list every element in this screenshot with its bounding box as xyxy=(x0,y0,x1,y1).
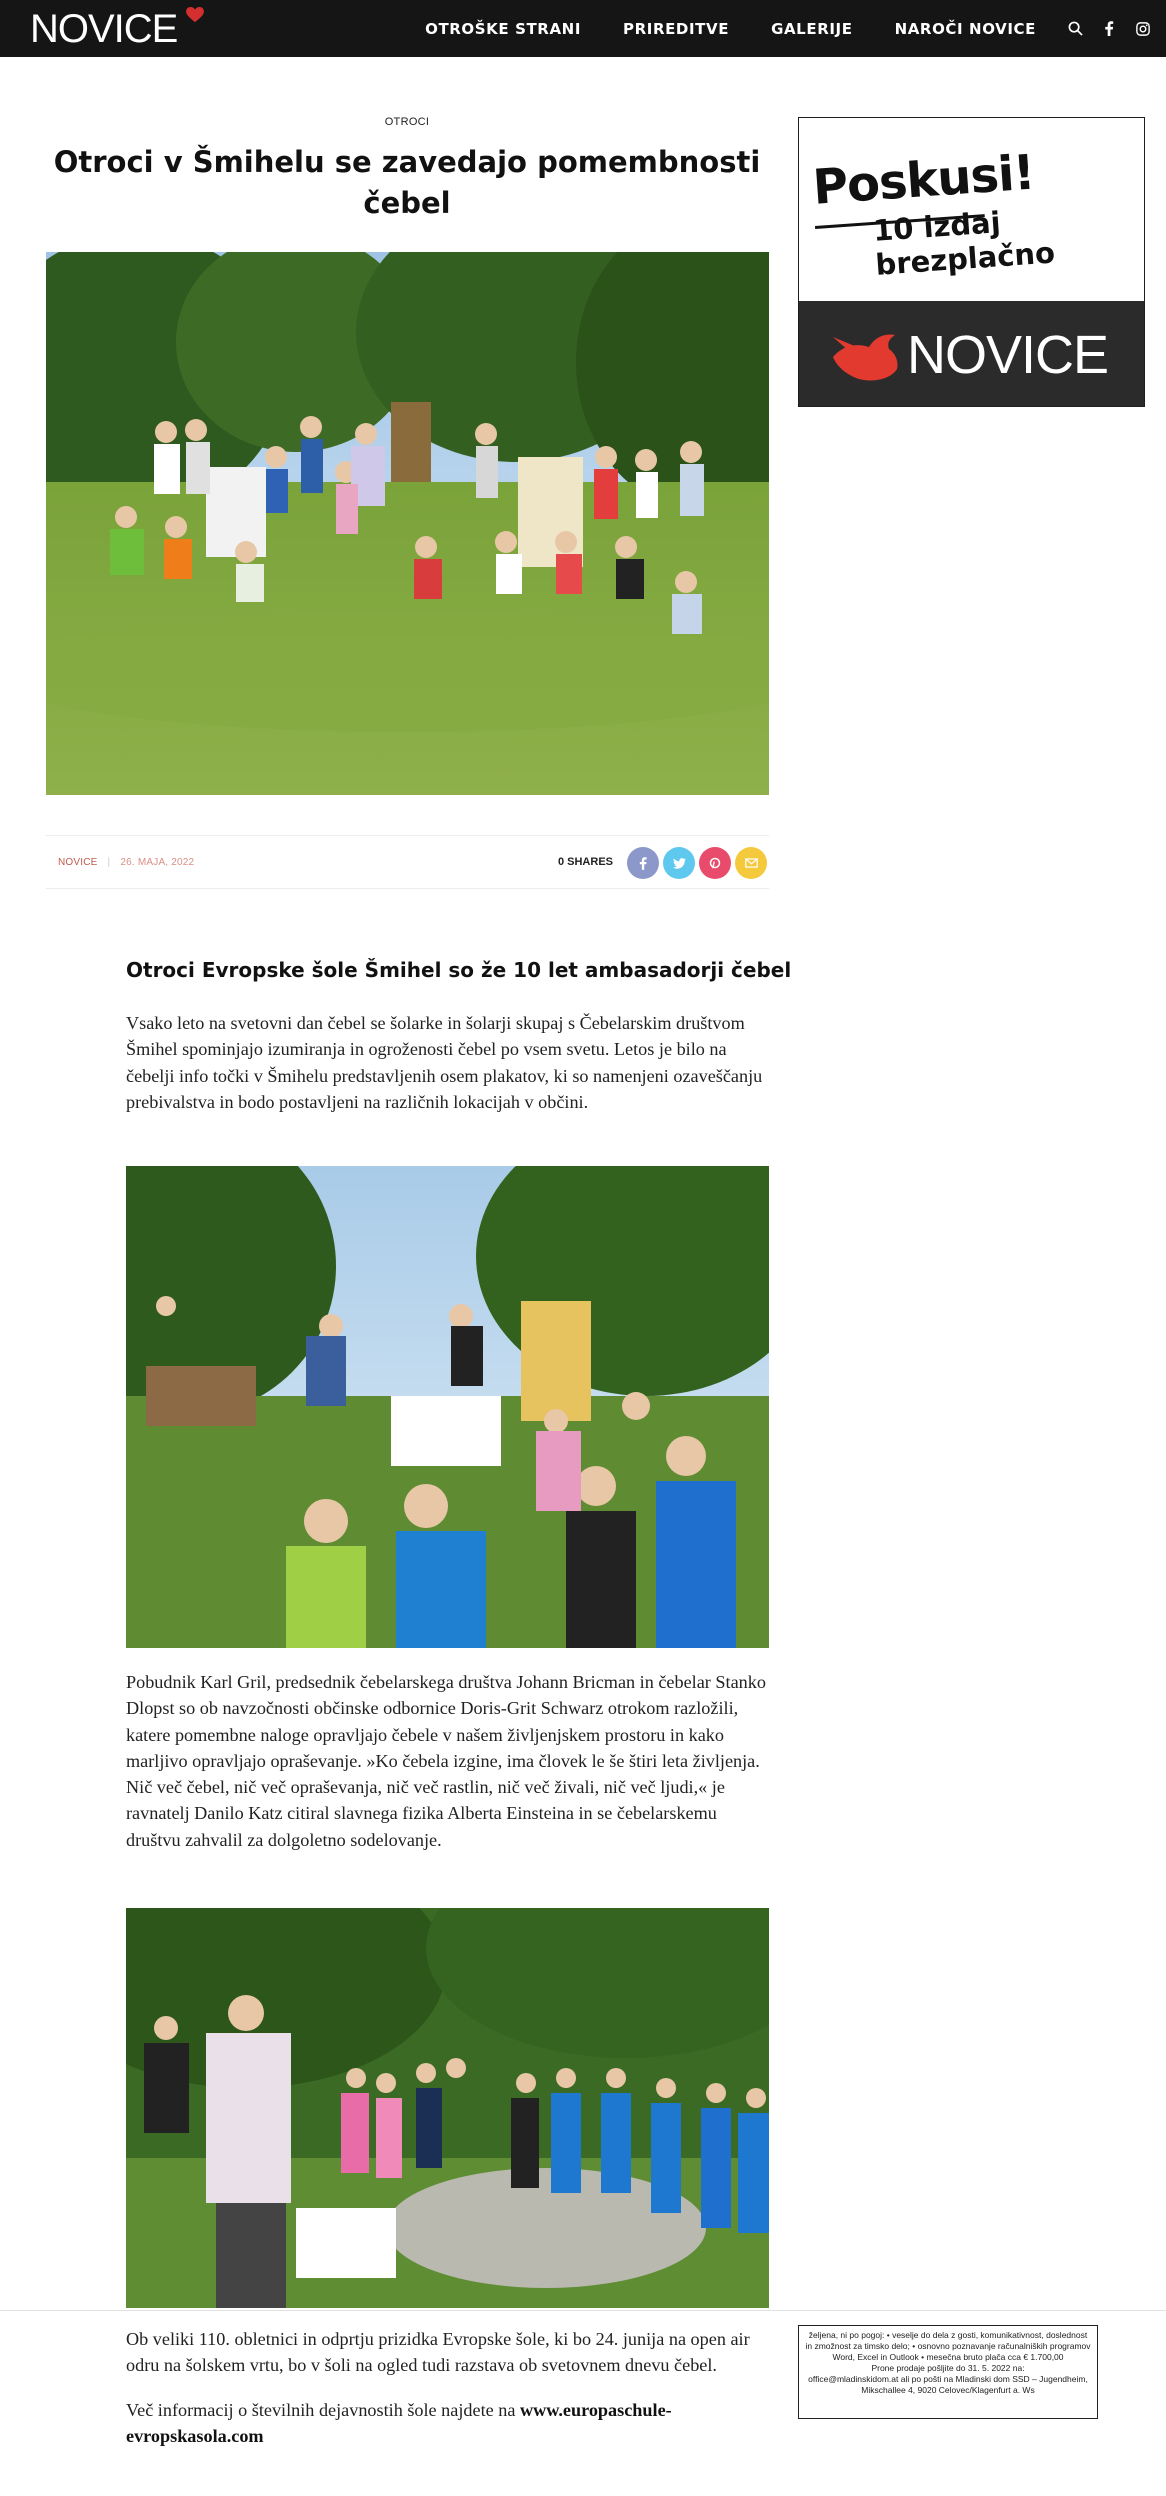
bird-logo-icon xyxy=(829,327,901,383)
heart-icon xyxy=(186,7,204,23)
article-image-3 xyxy=(126,1908,769,2308)
article-source[interactable]: NOVICE xyxy=(58,856,98,868)
meta-separator: | xyxy=(107,856,111,868)
ad-headline: Poskusi! xyxy=(811,144,1037,216)
facebook-icon[interactable] xyxy=(1100,20,1118,38)
hero-image xyxy=(46,252,769,795)
search-icon[interactable] xyxy=(1066,20,1084,38)
sticky-ad-line: željena, ni po pogoj: • veselje do dela z gosti, komunikativnost, doslednost xyxy=(808,2330,1088,2340)
email-share-icon[interactable] xyxy=(735,847,767,879)
pinterest-share-icon[interactable] xyxy=(699,847,731,879)
article-paragraph-4 xyxy=(126,2397,771,2450)
nav-item-otroske-strani[interactable]: OTROŠKE STRANI xyxy=(425,19,582,38)
share-buttons xyxy=(627,847,767,879)
sticky-ad-line: Word, Excel in Outlook • mesečna bruto plača cca € 1.700,00 xyxy=(832,2352,1064,2362)
article-title: Otroci v Šmihelu se zavedajo pomembnosti čebel xyxy=(53,145,761,220)
header-icons xyxy=(1066,0,1152,57)
nav-item-naroci-novice[interactable]: NAROČI NOVICE xyxy=(894,19,1036,38)
article-paragraph-1: Vsako leto na svetovni dan čebel se šolarke in šolarji skupaj s Čebelarskim društvom Šmihel spominjajo izumiranja in ogroženosti čebel po vsem svetu. Letos je bilo na čebelji info točki v Šmihelu predstavljenih osem plakatov, ki so namenjeni ozaveščanju prebivalstva in bodo postavljeni na različnih lokacijah v občini. xyxy=(126,1013,763,1112)
main-nav xyxy=(425,0,1036,57)
article-meta-bar xyxy=(46,835,769,889)
sticky-ad[interactable] xyxy=(798,2325,1098,2419)
article-image-2 xyxy=(126,1166,769,1648)
article-subheading: Otroci Evropske šole Šmihel so že 10 let ambasadorji čebel xyxy=(126,958,792,982)
sticky-ad-line: in zmožnost za timsko delo; • osnovno poznavanje računalniških programov xyxy=(805,2341,1091,2351)
site-header xyxy=(0,0,1166,57)
site-logo[interactable] xyxy=(30,9,177,49)
twitter-share-icon[interactable] xyxy=(663,847,695,879)
article-meta xyxy=(58,836,194,888)
instagram-icon[interactable] xyxy=(1134,20,1152,38)
sticky-ad-line: office@mladinskidom.at ali po pošti na Mladinski dom SSD – Jugendheim, xyxy=(808,2374,1088,2384)
share-count-value: 0 xyxy=(557,856,565,868)
sticky-ad-line: Prone prodaje pošljite do 31. 5. 2022 na: xyxy=(871,2363,1025,2373)
share-count-label: SHARES xyxy=(567,856,613,868)
article-paragraph-2: Pobudnik Karl Gril, predsednik čebelarskega društva Johann Bricman in čebelar Stanko Dlopst so ob navzočnosti občinske odbornice Doris-Grit Schwarz otrokom razložili, katere pomembne naloge opravljajo čebele v našem življenjskem prostoru in kako marljivo opravljajo opraševanje. »Ko čebela izgine, ima človek le še štiri leta življenja. Nič več čebel, nič več opraševanja, nič več rastlin, nič več živali, nič več ljudi,« je ravnatelj Danilo Katz citiral slavnega fizika Alberta Einsteina in se čebelarskemu društvu zahvalil za dolgoletno sodelovanje. xyxy=(126,1672,766,1850)
school-website-link[interactable]: www.europaschule-evropskasola.com xyxy=(126,2400,672,2447)
sidebar-ad[interactable] xyxy=(798,117,1145,407)
article-paragraph-3: Ob veliki 110. obletnici in odprtju prizidka Evropske šole, ki bo 24. junija na open air odru na šolskem vrtu, bo v šoli na ogled tudi razstava ob svetovnem dnevu čebel. xyxy=(126,2329,750,2376)
nav-item-prireditve[interactable]: PRIREDITVE xyxy=(623,19,730,38)
article-category[interactable]: OTROCI xyxy=(384,116,430,128)
share-count xyxy=(558,836,613,888)
ad-brand-text: NOVICE xyxy=(907,324,1109,385)
ad-brand-panel xyxy=(799,301,1144,407)
article-date: 26. MAJA, 2022 xyxy=(120,856,195,868)
nav-item-galerije[interactable]: GALERIJE xyxy=(771,19,853,38)
logo-text: NOVICE xyxy=(30,7,178,51)
ad-subline: 10 izdaj brezplačno xyxy=(872,205,1056,282)
ad-top-panel xyxy=(799,118,1144,301)
sticky-ad-line: Mikschallee 4, 9020 Celovec/Klagenfurt a. Ws xyxy=(861,2385,1035,2395)
paragraph-4-text: Več informacij o številnih dejavnostih šole najdete na xyxy=(126,2400,520,2420)
facebook-share-icon[interactable] xyxy=(627,847,659,879)
